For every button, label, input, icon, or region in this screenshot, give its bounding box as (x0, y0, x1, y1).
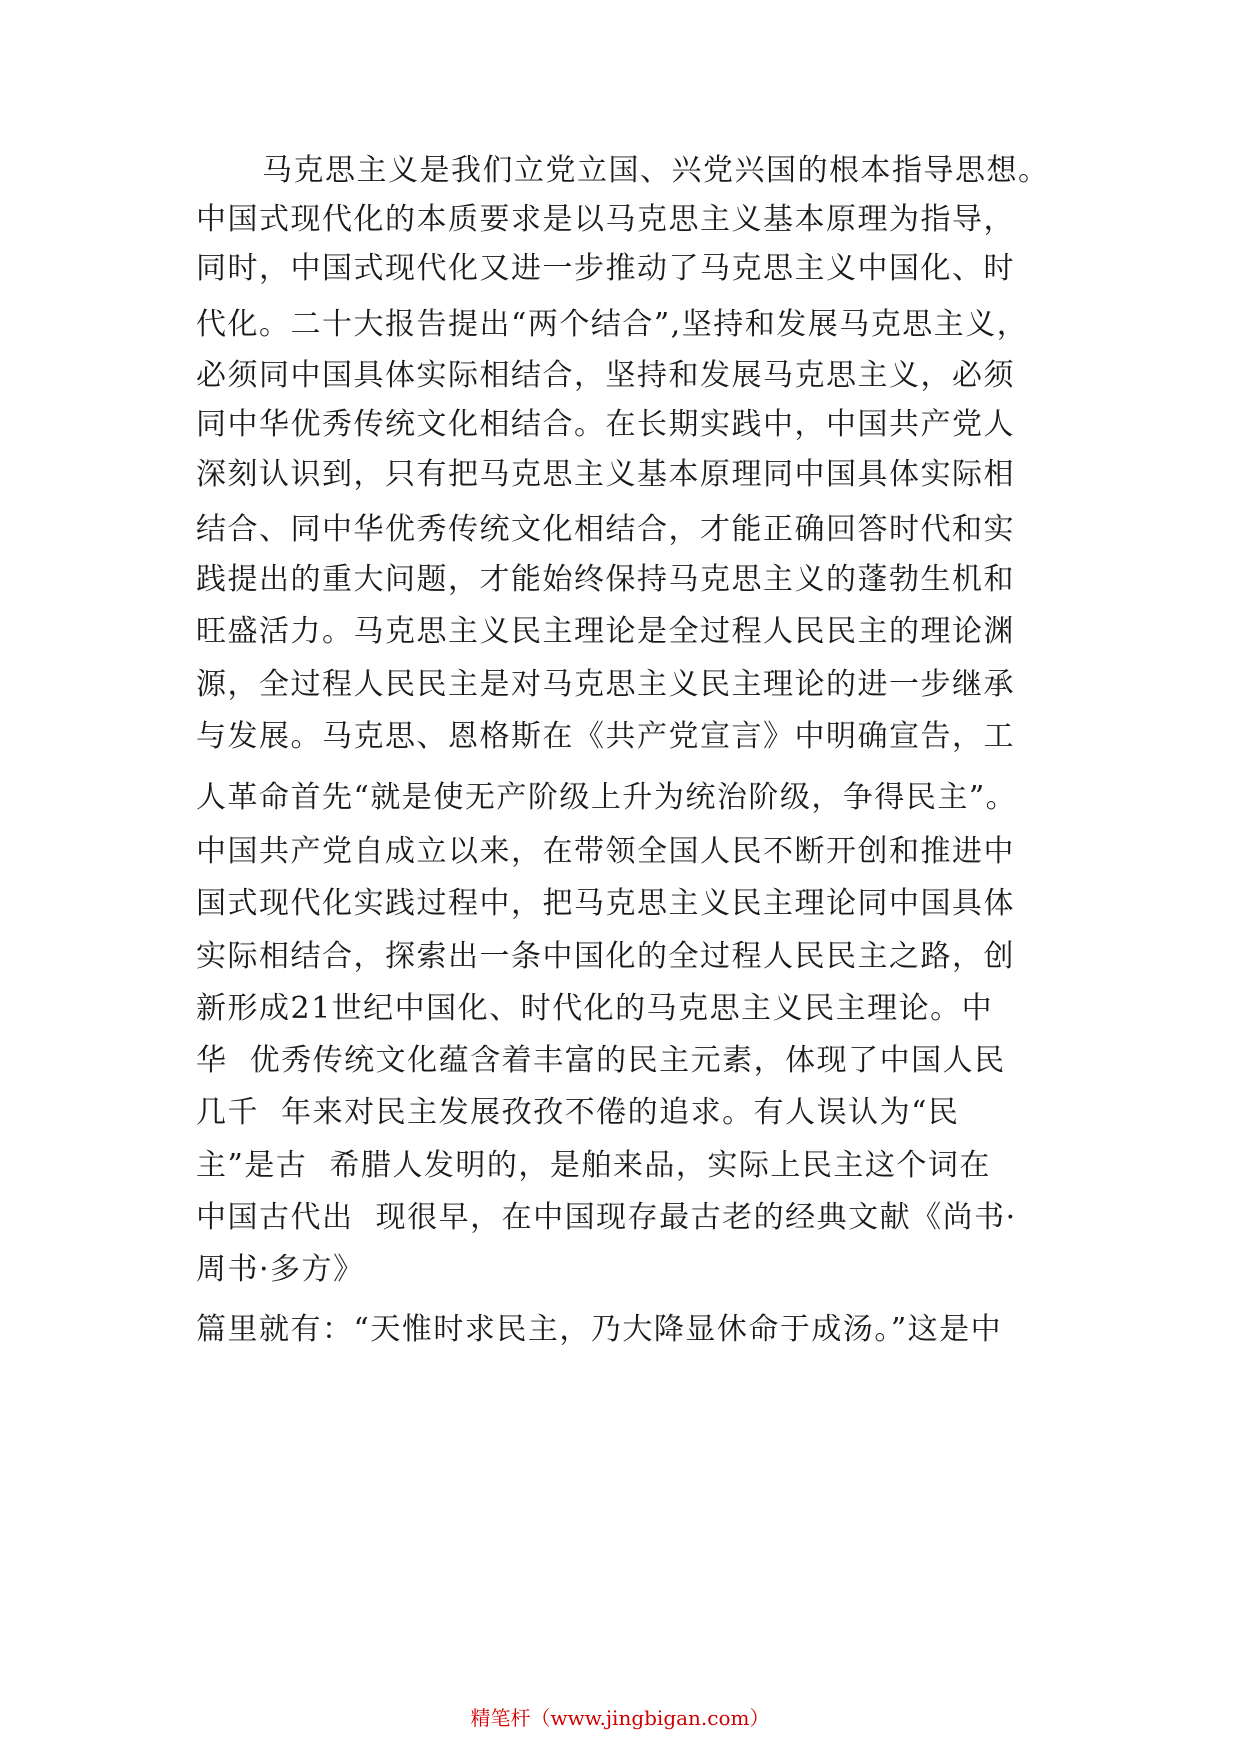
paragraph-line: 源，全过程人民民主是对马克思主义民主理论的进一步继承 (196, 667, 1015, 702)
paragraph-line: 华 优秀传统文化蕴含着丰富的民主元素，体现了中国人民 (196, 1043, 1006, 1078)
paragraph-line: 结合、同中华优秀传统文化相结合，才能正确回答时代和实 (196, 512, 1015, 547)
paragraph-line: 实际相结合，探索出一条中国化的全过程人民民主之路，创 (196, 939, 1015, 974)
paragraph-line: 几千 年来对民主发展孜孜不倦的追求。有人误认为“民 (196, 1095, 960, 1130)
paragraph-line: 代化。二十大报告提出“两个结合”,坚持和发展马克思主义， (196, 307, 1029, 342)
paragraph-line: 践提出的重大问题，才能始终保持马克思主义的蓬勃生机和 (196, 562, 1015, 597)
paragraph-line: 主”是古 希腊人发明的，是舶来品，实际上民主这个词在 (196, 1148, 991, 1183)
footer-source-link[interactable]: 精笔杆（www.jingbigan.com） (470, 1706, 770, 1730)
paragraph-line: 新形成21世纪中国化、时代化的马克思主义民主理论。中 (196, 991, 994, 1026)
paragraph-line: 旺盛活力。马克思主义民主理论是全过程人民民主的理论渊 (196, 614, 1015, 649)
paragraph-line: 必须同中国具体实际相结合，坚持和发展马克思主义，必须 (196, 358, 1015, 393)
paragraph-line: 同时，中国式现代化又进一步推动了马克思主义中国化、时 (196, 251, 1015, 286)
paragraph-line: 周书·多方》 (196, 1252, 365, 1287)
paragraph-line: 中国古代出 现很早，在中国现存最古老的经典文献《尚书· (196, 1200, 1017, 1235)
paragraph-line: 中国共产党自成立以来，在带领全国人民不断开创和推进中 (196, 834, 1015, 869)
paragraph-line: 中国式现代化的本质要求是以马克思主义基本原理为指导， (196, 202, 1015, 237)
paragraph-line: 人革命首先“就是使无产阶级上升为统治阶级，争得民主”。 (196, 780, 1018, 815)
paragraph-line: 深刻认识到，只有把马克思主义基本原理同中国具体实际相 (196, 457, 1015, 492)
paragraph-line: 篇里就有：“天惟时求民主，乃大降显休命于成汤。”这是中 (196, 1312, 1003, 1347)
paragraph-line: 同中华优秀传统文化相结合。在长期实践中，中国共产党人 (196, 407, 1015, 442)
paragraph-line: 国式现代化实践过程中，把马克思主义民主理论同中国具体 (196, 886, 1015, 921)
paragraph-line: 与发展。马克思、恩格斯在《共产党宣言》中明确宣告，工 (196, 719, 1015, 754)
paragraph-line: 马克思主义是我们立党立国、兴党兴国的根本指导思想。 (262, 153, 1050, 188)
